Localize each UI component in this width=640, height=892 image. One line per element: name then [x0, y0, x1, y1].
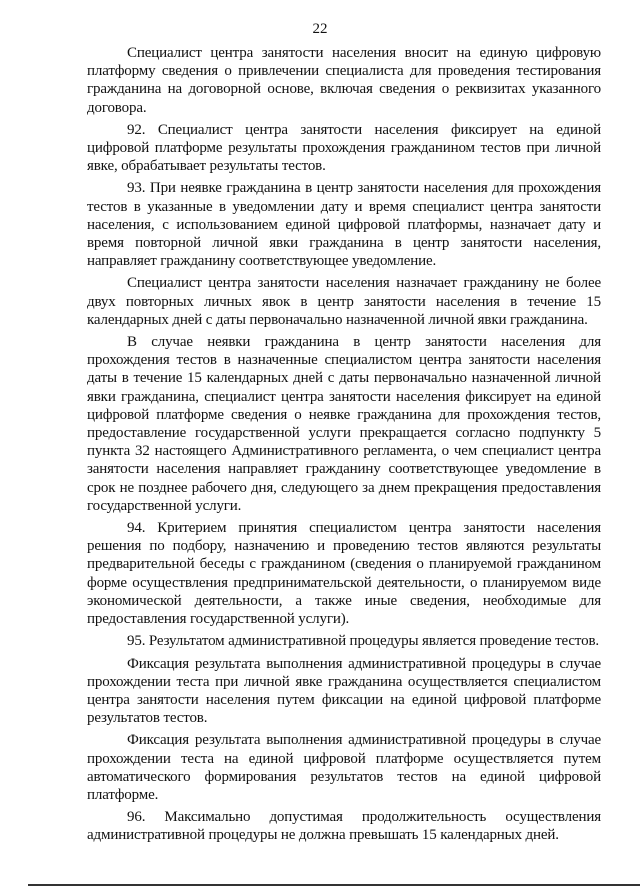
- page-bottom-edge: [28, 884, 640, 886]
- document-body: [87, 44, 601, 849]
- paragraph: В случае неявки гражданина в центр занятости населения для прохождения тестов в назначенные специалистом центра занятости населения даты в течение 15 календарных дней с даты первоначально назначенной личной явки гражданина, специалист центра занятости населения фиксирует на единой цифровой платформе сведения о неявке гражданина для прохождения тестов, предоставление государственной услуги прекращается согласно подпункту 5 пункта 32 настоящего Административного регламента, о чем специалист центра занятости населения направляет гражданину соответствующее уведомление в срок не позднее рабочего дня, следующего за днем прекращения предоставления государственной услуги.: [87, 334, 601, 514]
- paragraph: Специалист центра занятости населения вносит на единую цифровую платформу сведения о привлечении специалиста для проведения тестирования гражданина на договорной основе, включая сведения о реквизитах указанного договора.: [87, 45, 601, 116]
- paragraph: Специалист центра занятости населения назначает гражданину не более двух повторных личных явок в центр занятости населения в течение 15 календарных дней с даты первоначально назначенной личной явки гражданина.: [87, 275, 601, 328]
- paragraph: 93. При неявке гражданина в центр занятости населения для прохождения тестов в указанные в уведомлении дату и время специалист центра занятости населения, с использованием единой цифровой платформы, назначает дату и время повторной личной явки гражданина в центр занятости населения, направляет гражданину соответствующее уведомление.: [87, 180, 601, 270]
- paragraph: 95. Результатом административной процедуры является проведение тестов.: [127, 633, 600, 650]
- page-number: 22: [312, 21, 328, 37]
- paragraph: Фиксация результата выполнения административной процедуры в случае прохождении теста при личной явке гражданина осуществляется специалистом центра занятости населения путем фиксации на единой цифровой платформе результатов тестов.: [87, 655, 601, 727]
- paragraph: 92. Специалист центра занятости населения фиксирует на единой цифровой платформе результаты прохождения гражданином тестов при личной явке, обрабатывает результаты тестов.: [87, 121, 601, 175]
- paragraph: Фиксация результата выполнения административной процедуры в случае прохождении теста на единой цифровой платформе осуществляется путем автоматического формирования результатов тестов на единой цифровой платформе.: [87, 732, 601, 803]
- paragraph: 94. Критерием принятия специалистом центра занятости населения решения по подбору, назначению и проведению тестов являются результаты предварительной беседы с гражданином (сведения о планируемой гражданином форме осуществления предпринимательской деятельности, о планируемом виде экономической деятельности, а также иные сведения, необходимые для предоставления государственной услуги).: [87, 520, 601, 628]
- paragraph: 96. Максимально допустимая продолжительность осуществления административной процедуры не должна превышать 15 календарных дней.: [87, 809, 601, 844]
